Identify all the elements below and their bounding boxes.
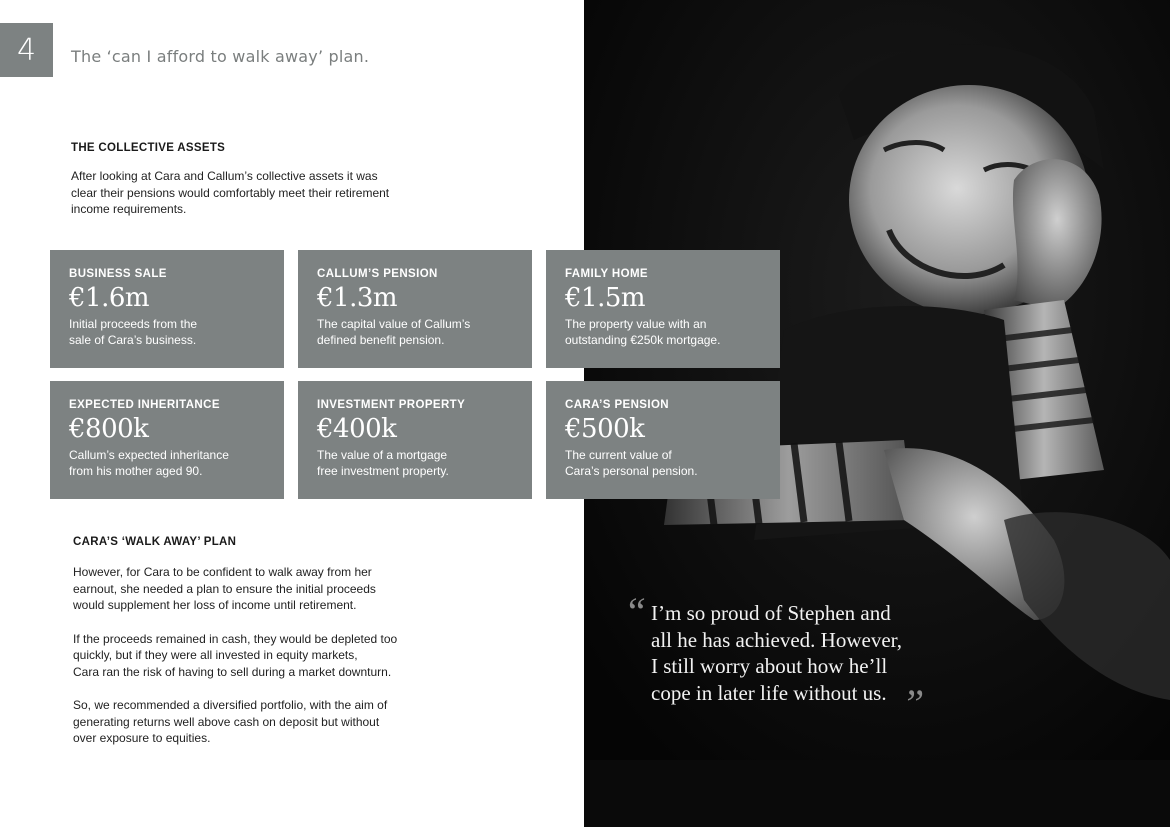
asset-label: CALLUM’S PENSION [317,268,438,280]
asset-value: €500k [565,414,645,444]
asset-label: EXPECTED INHERITANCE [69,399,220,411]
asset-tile-business-sale [50,250,284,368]
asset-value: €1.5m [565,283,646,313]
quote-open-mark: “ [624,589,647,634]
quote-line: all he has achieved. However, [651,627,903,652]
asset-desc-line: The value of a mortgage [317,448,448,462]
asset-tile-investment-property [298,381,532,499]
walk-away-plan-heading: CARA’S ‘WALK AWAY’ PLAN [73,536,237,548]
asset-desc-line: outstanding €250k mortgage. [565,332,721,347]
asset-desc-line: The capital value of Callum’s [317,317,471,331]
text-line: earnout, she needed a plan to ensure the initial proceeds [73,581,376,596]
intro-line: After looking at Cara and Callum’s collective assets it was [71,169,378,183]
page-title: The ‘can I afford to walk away’ plan. [71,47,370,66]
asset-label: BUSINESS SALE [69,268,167,280]
quote-close-mark: ” [902,681,925,726]
asset-desc-line: from his mother aged 90. [69,463,203,478]
text-line: over exposure to equities. [73,731,211,745]
asset-desc-line: free investment property. [317,463,449,478]
text-line: Cara ran the risk of having to sell during a market downturn. [73,664,392,679]
page-number: 4 [0,23,53,77]
asset-description [565,317,761,348]
asset-desc-line: The current value of [565,448,672,462]
text-line: So, we recommended a diversified portfolio, with the aim of [73,698,388,712]
text-line: quickly, but if they were all invested in equity markets, [73,648,358,662]
asset-value: €400k [317,414,397,444]
intro-line: clear their pensions would comfortably meet their retirement [71,185,390,200]
asset-value: €800k [69,414,149,444]
asset-tile-family-home [546,250,780,368]
asset-label: CARA’S PENSION [565,399,670,411]
collective-assets-heading: THE COLLECTIVE ASSETS [71,142,226,154]
text-line: If the proceeds remained in cash, they would be depleted too [73,631,398,646]
text-line: would supplement her loss of income until retirement. [73,598,357,612]
asset-tile-caras-pension [546,381,780,499]
paragraph [73,564,397,614]
text-line: However, for Cara to be confident to walk away from her [73,565,372,579]
asset-label: FAMILY HOME [565,268,648,280]
asset-description [69,448,265,479]
asset-value: €1.3m [317,283,398,313]
asset-desc-line: The property value with an [565,317,707,331]
paragraph [73,631,397,681]
asset-desc-line: defined benefit pension. [317,332,445,347]
asset-description [565,448,761,479]
asset-description [317,448,513,479]
quote-line: I’m so proud of Stephen and [651,601,891,625]
asset-description [317,317,513,348]
asset-desc-line: Callum’s expected inheritance [69,448,229,462]
asset-desc-line: Initial proceeds from the [69,317,198,331]
quote-line: I still worry about how he’ll [651,654,888,678]
asset-label: INVESTMENT PROPERTY [317,399,466,411]
asset-desc-line: sale of Cara’s business. [69,332,197,347]
walk-away-plan-body [73,564,397,764]
paragraph [73,697,397,747]
asset-desc-line: Cara’s personal pension. [565,463,698,478]
asset-tile-expected-inheritance [50,381,284,499]
collective-assets-intro [71,168,389,218]
asset-description [69,317,265,348]
asset-value: €1.6m [69,283,150,313]
asset-tile-callums-pension [298,250,532,368]
intro-line: income requirements. [71,202,187,216]
quote-line: cope in later life without us. [651,680,887,705]
text-line: generating returns well above cash on deposit but without [73,714,380,729]
